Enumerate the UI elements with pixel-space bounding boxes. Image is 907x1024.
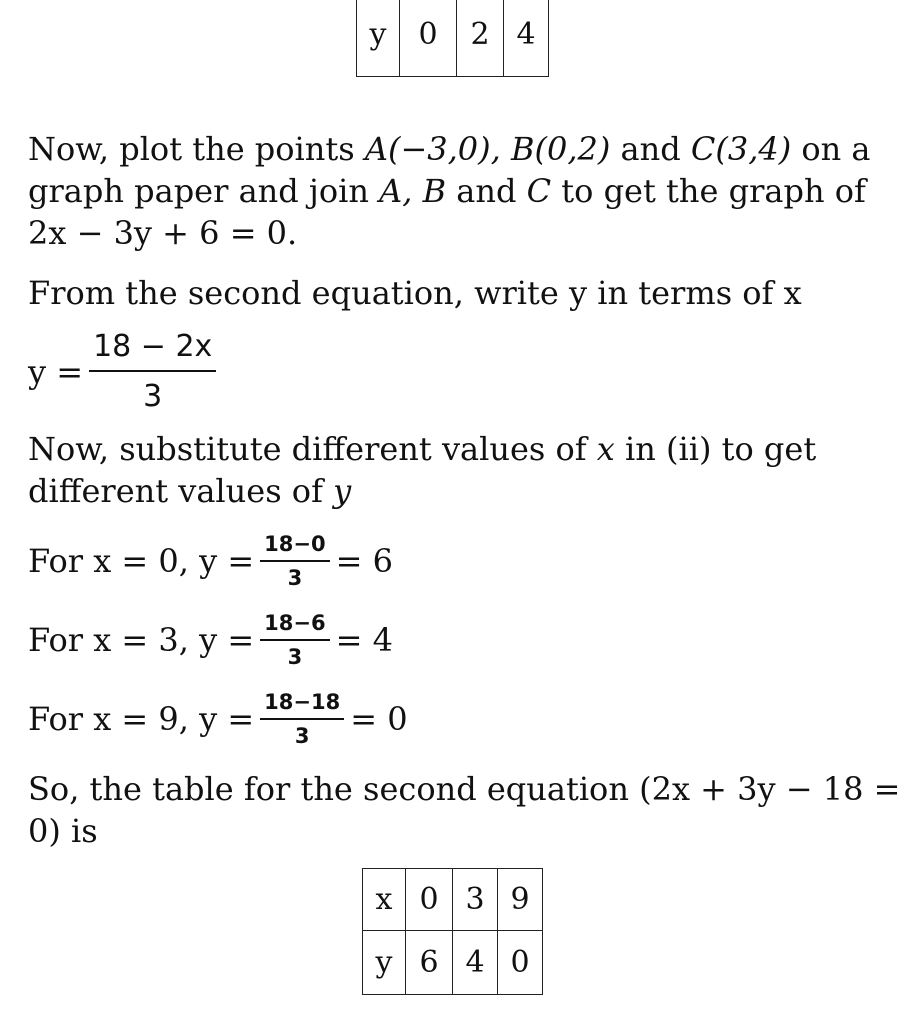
fraction-numerator: 18 − 2x (93, 328, 213, 364)
calculation-line (28, 530, 393, 592)
table-first-equation (356, 0, 549, 77)
table2-cell: 3 (453, 869, 498, 931)
table1-cell: 0 (400, 0, 457, 77)
fraction-numerator: 18−18 (264, 690, 341, 715)
table2-row-label: x (363, 869, 406, 931)
fraction-numerator: 18−6 (264, 611, 326, 636)
calculation-prefix: For x = 9, y = (28, 700, 255, 738)
fraction (260, 690, 344, 747)
fraction-denominator: 3 (287, 565, 303, 590)
text: different values of (28, 472, 334, 510)
fraction (260, 611, 329, 668)
table1-cell: 2 (457, 0, 504, 77)
text: From the second equation, write y in terms of x (28, 274, 802, 312)
text: and (446, 172, 527, 210)
fraction-denominator: 3 (143, 379, 163, 414)
paragraph-plot-points (28, 128, 871, 254)
paragraph-second-equation (28, 272, 802, 314)
table2-cell: 6 (406, 931, 453, 995)
text: C (526, 172, 552, 210)
calculation-result: = 4 (335, 621, 393, 659)
fraction (260, 532, 329, 589)
calculation-result: = 6 (335, 542, 393, 580)
text: x (596, 430, 615, 468)
text: 0) is (28, 812, 98, 850)
equation-y-in-terms-of-x (28, 330, 222, 414)
equation-first: 2x − 3y + 6 = 0. (28, 214, 298, 252)
table1-cell: 4 (504, 0, 549, 77)
fraction (89, 330, 216, 415)
equation-lhs: y = (28, 353, 84, 391)
table-row (363, 931, 543, 995)
table2-cell: 9 (498, 869, 543, 931)
table2-cell: 0 (498, 931, 543, 995)
text: y (333, 472, 352, 510)
table2-cell: 4 (453, 931, 498, 995)
fraction-denominator: 3 (294, 723, 310, 748)
fraction-denominator: 3 (287, 644, 303, 669)
point-b: B(0,2) (510, 130, 611, 168)
text: A, B (379, 172, 447, 210)
paragraph-substitute (28, 428, 816, 512)
text: in (ii) to get (614, 430, 817, 468)
calculation-prefix: For x = 3, y = (28, 621, 255, 659)
calculation-prefix: For x = 0, y = (28, 542, 255, 580)
table-row (363, 869, 543, 931)
text: So, the table for the second equation (2x + 3y − 18 = (28, 770, 901, 808)
table2-cell: 0 (406, 869, 453, 931)
table2-row-label: y (363, 931, 406, 995)
point-c: C(3,4) (690, 130, 792, 168)
fraction-numerator: 18−0 (264, 532, 326, 557)
calculation-line (28, 688, 408, 750)
text: graph paper and join (28, 172, 380, 210)
point-a: A(−3,0), (364, 130, 511, 168)
calculation-result: = 0 (350, 700, 408, 738)
text: Now, plot the points (28, 130, 365, 168)
table-second-equation (362, 868, 543, 995)
text: on a (791, 130, 871, 168)
table1-row-label: y (357, 0, 400, 77)
paragraph-table-intro (28, 768, 900, 852)
calculation-line (28, 609, 393, 671)
text: to get the graph of (551, 172, 866, 210)
text: and (610, 130, 691, 168)
text: Now, substitute different values of (28, 430, 597, 468)
